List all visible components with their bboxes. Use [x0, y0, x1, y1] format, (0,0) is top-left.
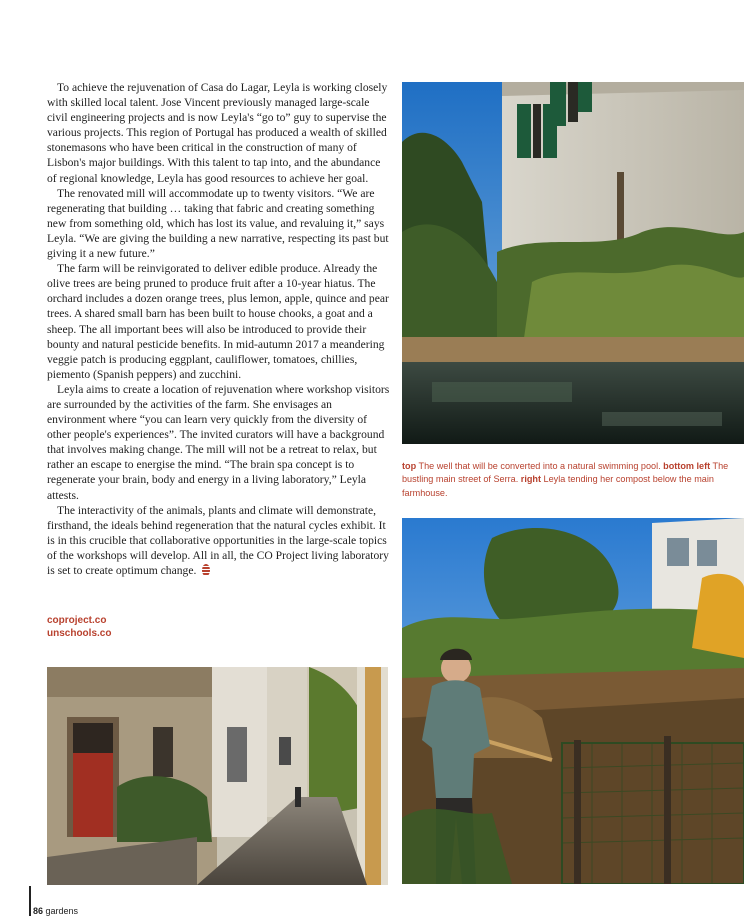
article-paragraph-final [47, 503, 391, 578]
photo-street [47, 667, 388, 885]
article-paragraph: The farm will be reinvigorated to deliver edible produce. Already the olive trees are being pruned to produce fruit after a 10-year hiatus. The orchard includes a dozen orange trees, plus lemon, apple, quince and pear trees. A shared small barn has been built to house chooks, a goat and a sheep. The all important bees will also be introduced to provide their bounty and natural pesticide benefits. In mid-autumn 2017 a meandering veggie patch is producing eggplant, cauliflower, tomatoes, chillies, piemento (Spanish peppers) and zucchini. [47, 262, 389, 381]
page-folio [33, 906, 78, 916]
article-paragraph: The renovated mill will accommodate up to twenty visitors. “We are regenerating that building … taking that fabric and creating something new from something old, which has lost its value, and revaluing it,” says Leyla. “We are giving the building a new narrative, respecting its past but giving it a new future.” [47, 186, 389, 261]
photo-well [402, 82, 744, 444]
caption-text-top: The well that will be converted into a natural swimming pool. [418, 461, 661, 471]
photo-compost [402, 518, 744, 884]
article-paragraph: To achieve the rejuvenation of Casa do Lagar, Leyla is working closely with skilled local talent. Jose Vincent previously managed large-scale civil engineering projects and is now Leyla's “go to” guy to supervise the various projects. This region of Portugal has produced a wealth of skilled stonemasons who have been critical in the construction of many of Lisbon's major buildings. With this talent to tap into, and the abundance of regional knowledge, Leyla has good resources to achieve her goal. [47, 81, 388, 185]
link-coproject[interactable]: coproject.co [47, 615, 107, 626]
caption-text-right: Leyla tending her compost below the main farmhouse. [402, 474, 714, 498]
page-number: 86 [33, 906, 44, 916]
article-paragraph: Leyla aims to create a location of rejuvenation where workshop visitors are surrounded by the activities of the farm. She envisages an environment where “you can learn very quickly from the diversity of other people's experiences”. The invited curators will have a background that involves making change. The mill will not be a retreat to relax, but rather an escape to energise the mind. “The brain spa concept is to regenerate your brain, body and energy in a living laboratory,” Leyla attests. [47, 382, 390, 502]
website-links [47, 614, 111, 640]
caption-text-bottom-left: The bustling main street of Serra. [402, 461, 729, 485]
caption-label-bottom-left: bottom left [663, 461, 711, 471]
article-paragraph-text: The interactivity of the animals, plants and climate will demonstrate, firsthand, the ideals behind regeneration that the natural cycles exhibit. It is in this crucible that collaborative opportunities in the large-scale topics of the workshops will develop. All in all, the CO Project living laboratory is set to create optimum change. [47, 503, 389, 577]
photo-caption [402, 460, 747, 500]
caption-label-top: top [402, 461, 417, 471]
folio-rule [29, 886, 31, 916]
caption-label-right: right [520, 474, 542, 485]
link-unschools[interactable]: unschools.co [47, 628, 112, 639]
end-mark-icon [202, 564, 210, 576]
section-name: gardens [45, 906, 79, 916]
article-body [47, 80, 391, 578]
